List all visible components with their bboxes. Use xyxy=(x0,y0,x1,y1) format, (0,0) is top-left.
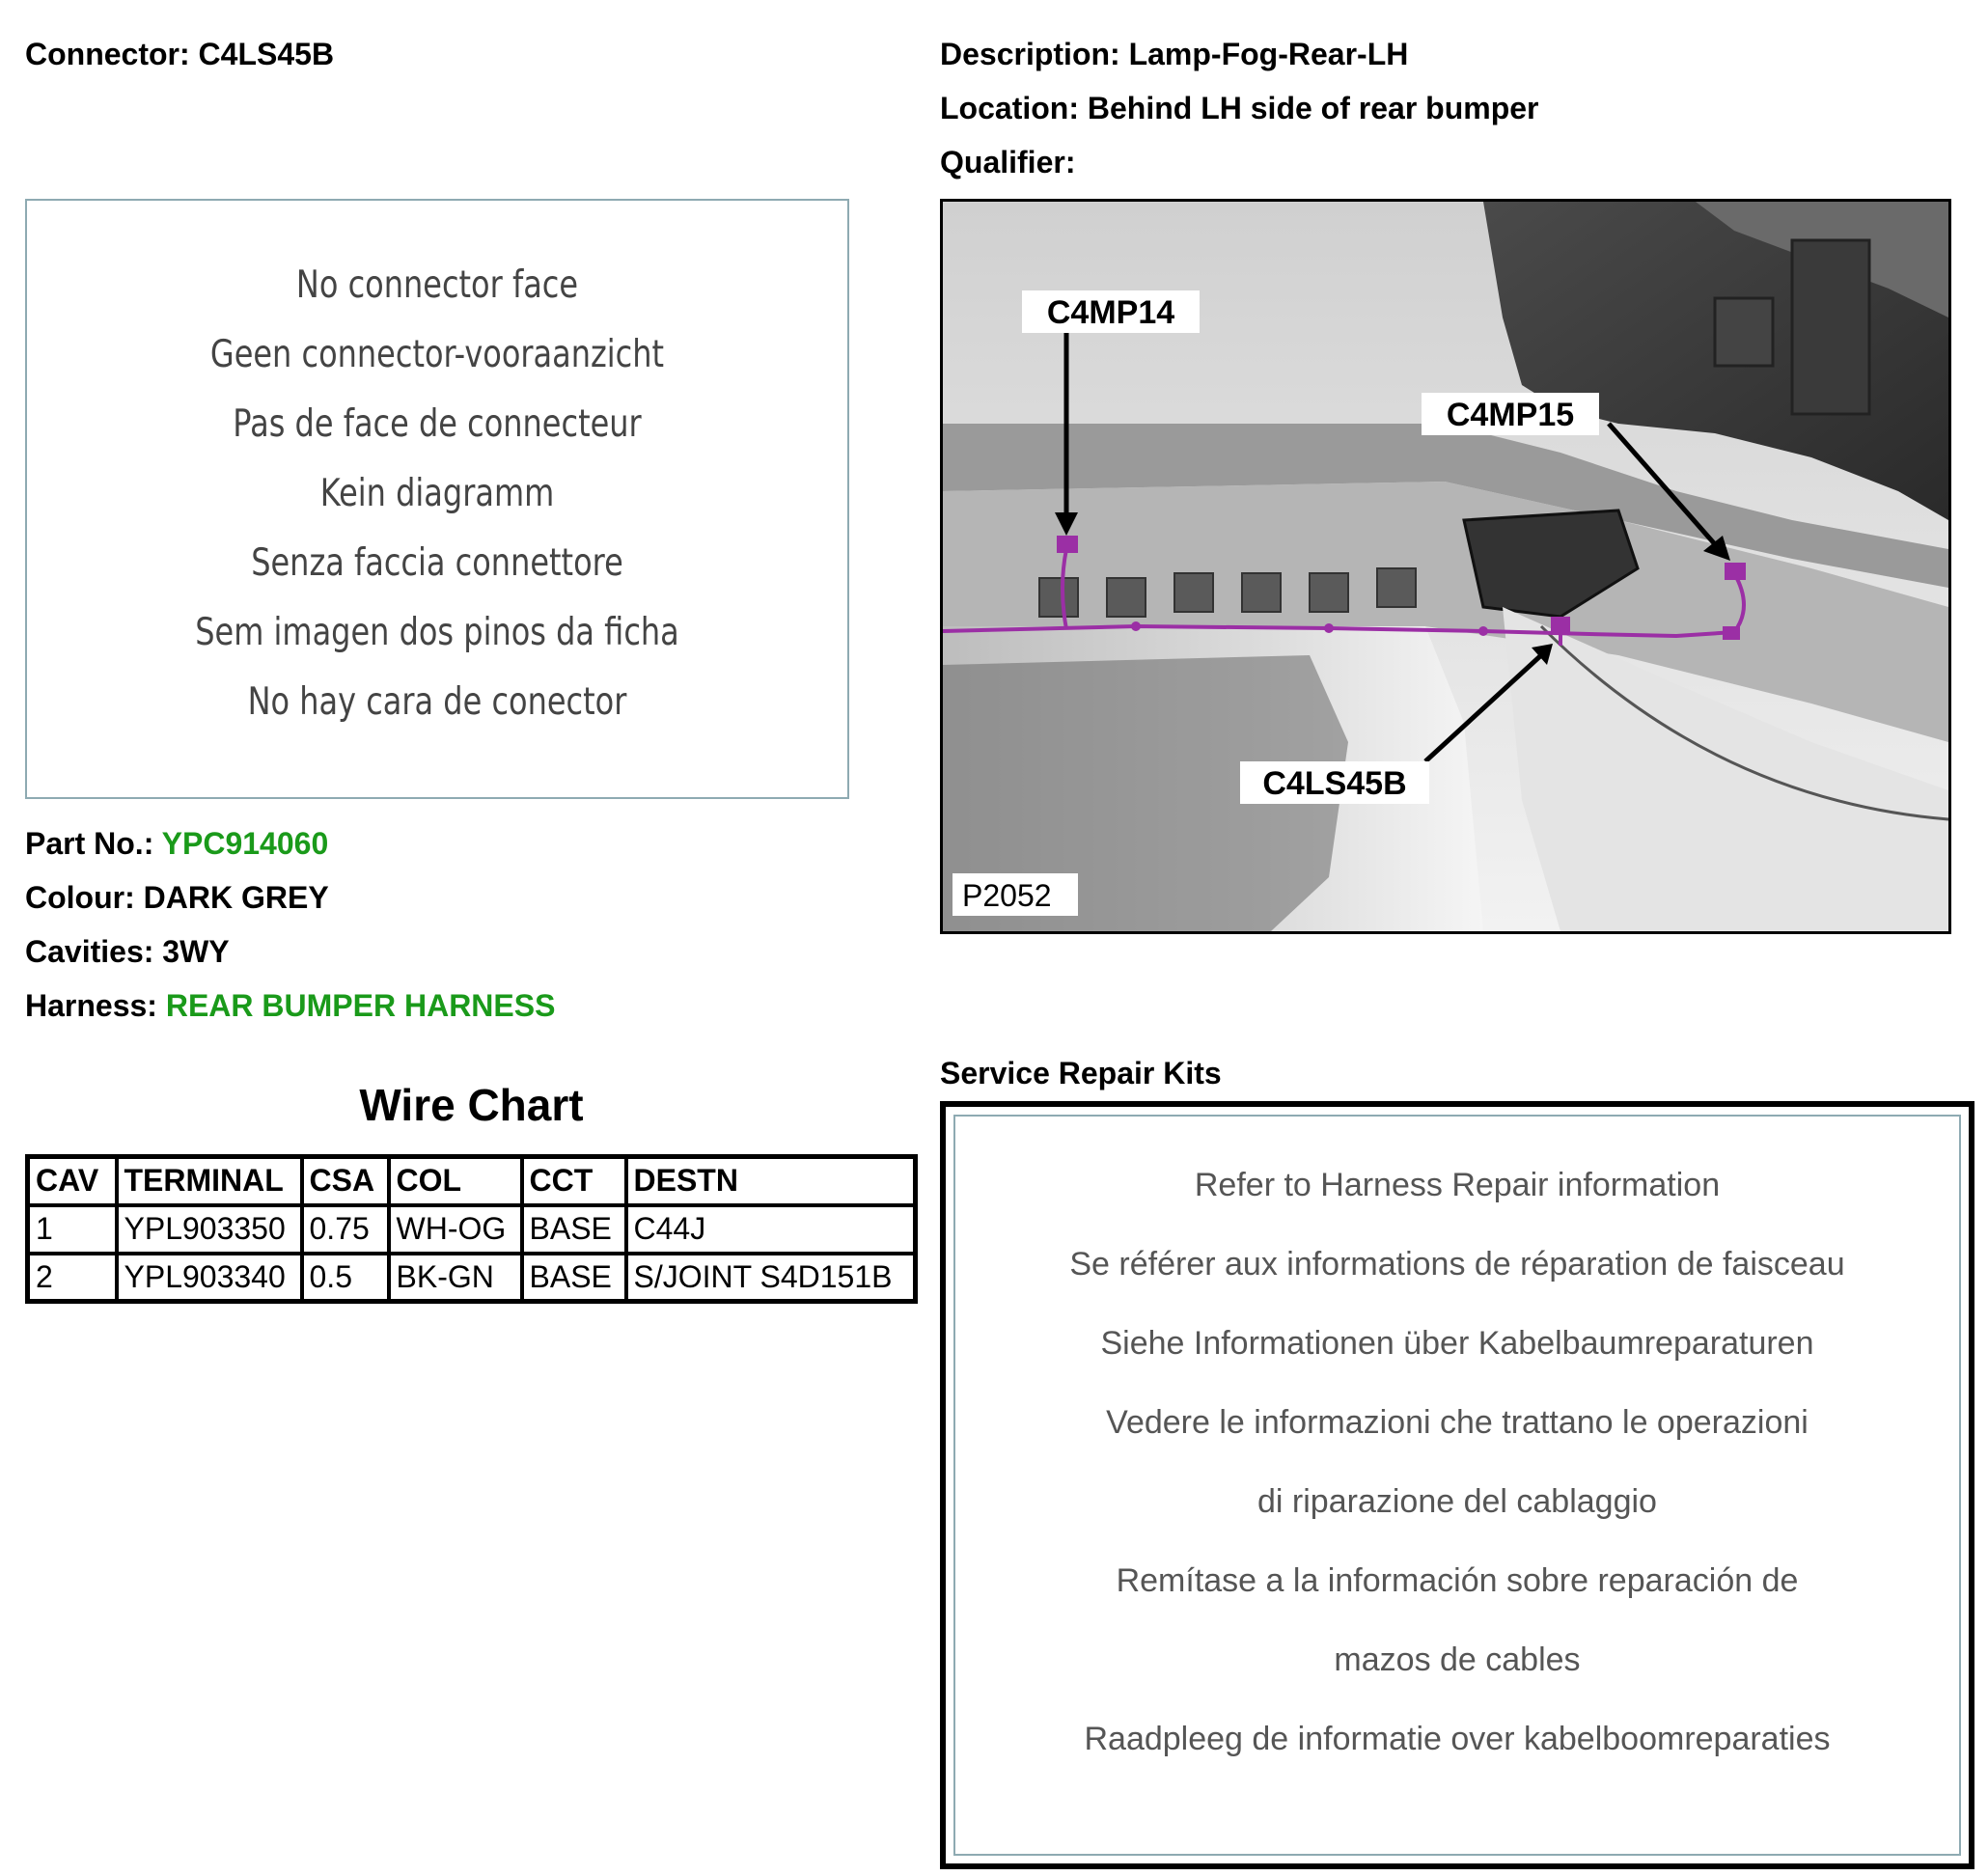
cell-csa: 0.75 xyxy=(302,1205,389,1254)
cell-cav: 1 xyxy=(28,1205,117,1254)
repair-info-line: di riparazione del cablaggio xyxy=(1257,1483,1657,1520)
repair-info-line: Se référer aux informations de réparation de faisceau xyxy=(1069,1246,1845,1283)
no-connector-face-panel xyxy=(25,199,849,799)
col-terminal: TERMINAL xyxy=(117,1157,302,1205)
repair-info-line: Vedere le informazioni che trattano le operazioni xyxy=(1106,1404,1809,1441)
connector-location-image xyxy=(940,199,1951,934)
no-face-line: Sem imagen dos pinos da ficha xyxy=(195,611,679,654)
repair-info-line: Remítase a la información sobre reparación de xyxy=(1116,1562,1799,1599)
description-value: Lamp-Fog-Rear-LH xyxy=(1128,37,1409,71)
harness-field xyxy=(25,988,555,1024)
part-no-link[interactable]: YPC914060 xyxy=(161,826,329,861)
repair-info-line: Raadpleeg de informatie over kabelboomreparaties xyxy=(1084,1721,1831,1757)
cavities-label: Cavities: xyxy=(25,934,154,969)
figure-id: P2052 xyxy=(962,878,1052,913)
connector-field xyxy=(25,37,334,72)
cell-cav: 2 xyxy=(28,1254,117,1302)
no-face-line: No hay cara de conector xyxy=(247,680,627,724)
colour-value: DARK GREY xyxy=(143,880,329,915)
callout-c4mp15: C4MP15 xyxy=(1446,397,1575,433)
wire-chart-title: Wire Chart xyxy=(359,1080,584,1130)
col-cav: CAV xyxy=(28,1157,117,1205)
service-repair-kits-inner xyxy=(953,1115,1961,1856)
wire-chart-table xyxy=(25,1154,918,1304)
connector-label: Connector: xyxy=(25,37,190,71)
service-repair-kits-title: Service Repair Kits xyxy=(940,1056,1222,1090)
col-col: COL xyxy=(389,1157,522,1205)
callout-c4ls45b: C4LS45B xyxy=(1262,765,1407,802)
callout-c4mp14: C4MP14 xyxy=(1046,294,1175,331)
qualifier-label: Qualifier: xyxy=(940,145,1076,179)
col-csa: CSA xyxy=(302,1157,389,1205)
table-row xyxy=(28,1254,916,1302)
colour-label: Colour: xyxy=(25,880,135,915)
cavities-value: 3WY xyxy=(162,934,230,969)
part-no-field xyxy=(25,826,328,862)
cell-terminal: YPL903340 xyxy=(117,1254,302,1302)
repair-info-line: mazos de cables xyxy=(1334,1642,1581,1678)
description-label: Description: xyxy=(940,37,1120,71)
table-header-row xyxy=(28,1157,916,1205)
qualifier-field xyxy=(940,145,1075,180)
col-destn: DESTN xyxy=(626,1157,916,1205)
repair-info-line: Siehe Informationen über Kabelbaumreparaturen xyxy=(1100,1325,1814,1362)
location-field xyxy=(940,91,1539,126)
colour-field xyxy=(25,880,329,916)
cell-cct: BASE xyxy=(522,1254,626,1302)
table-row xyxy=(28,1205,916,1254)
no-face-line: Senza faccia connettore xyxy=(251,541,623,585)
location-label: Location: xyxy=(940,91,1079,125)
part-no-label: Part No.: xyxy=(25,826,154,861)
col-cct: CCT xyxy=(522,1157,626,1205)
no-face-line: Geen connector-vooraanzicht xyxy=(209,333,665,376)
harness-label: Harness: xyxy=(25,988,157,1023)
no-face-line: Pas de face de connecteur xyxy=(233,402,642,446)
service-repair-kits-panel xyxy=(940,1101,1974,1869)
cell-col: BK-GN xyxy=(389,1254,522,1302)
cell-terminal: YPL903350 xyxy=(117,1205,302,1254)
location-value: Behind LH side of rear bumper xyxy=(1087,91,1539,125)
cell-destn: C44J xyxy=(626,1205,916,1254)
no-face-line: No connector face xyxy=(295,263,579,307)
cell-destn: S/JOINT S4D151B xyxy=(626,1254,916,1302)
cavities-field xyxy=(25,934,230,970)
connector-value: C4LS45B xyxy=(198,37,335,71)
cell-csa: 0.5 xyxy=(302,1254,389,1302)
bumper-illustration xyxy=(943,202,1948,931)
no-face-line: Kein diagramm xyxy=(319,472,555,515)
cell-cct: BASE xyxy=(522,1205,626,1254)
cell-col: WH-OG xyxy=(389,1205,522,1254)
harness-link[interactable]: REAR BUMPER HARNESS xyxy=(165,988,556,1023)
repair-info-line: Refer to Harness Repair information xyxy=(1194,1167,1721,1203)
description-field xyxy=(940,37,1408,72)
